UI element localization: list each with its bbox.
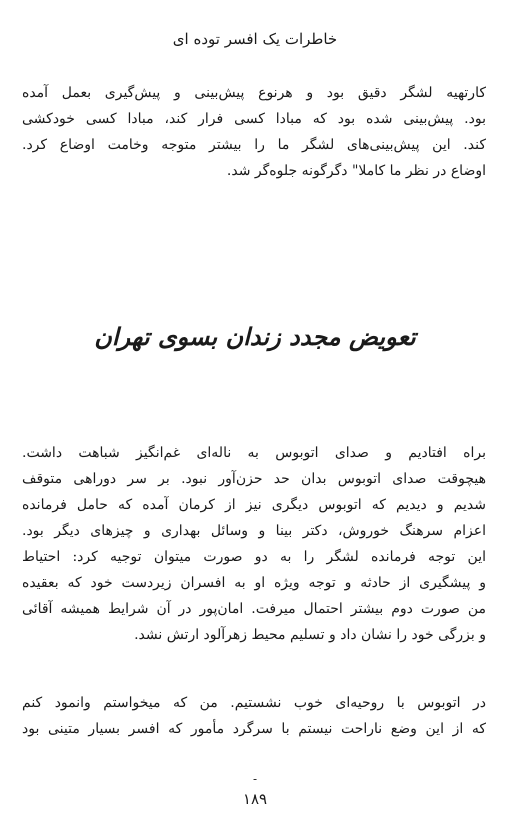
text-line: شدیم و دیدیم که اتوبوس دیگری نیز از کرمان آمده که حامل فرمانده: [22, 497, 486, 513]
page-number: ۱۸۹: [242, 790, 268, 808]
text-line: کند. این پیش‌بینی‌های لشگر ما را بیشتر متوجه وخامت اوضاع کرد.: [22, 137, 486, 153]
chapter-title: تعویض مجدد زندان بسوی تهران: [94, 322, 416, 351]
text-line: هیچوقت صدای اتوبوس بدان حد حزن‌آور نبود. بر سر دوراهی متوقف: [22, 471, 486, 487]
paragraph-2: [22, 440, 486, 648]
paragraph-3: [22, 690, 486, 742]
text-line: براه افتادیم و صدای اتوبوس به ناله‌ای غم‌انگیز شباهت داشت.: [22, 445, 486, 461]
text-line: که از این وضع ناراحت نیستم با سرگرد مأمور که افسر بسیار متینی بود: [22, 721, 486, 737]
running-head: خاطرات یک افسر توده ای: [172, 30, 338, 48]
paragraph-1: [22, 80, 486, 184]
text-line: کارتهیه لشگر دقیق بود و هرنوع پیش‌بینی و پیش‌گیری بعمل آمده: [22, 85, 486, 101]
text-line: و بزرگی خود را نشان داد و تسلیم محیط زهرآلود ارتش نشد.: [134, 627, 486, 643]
text-line: و پیشگیری از حادثه و توجه ویژه او به افسران زیردست خود که بعقیده: [22, 575, 486, 591]
text-line: بود. پیش‌بینی شده بود که مبادا کسی فرار کند، مبادا کسی خودکشی: [22, 111, 486, 127]
text-line: من صورت دوم بیشتر احتمال میرفت. امان‌پور در آن شرایط همیشه آقائی: [22, 601, 486, 617]
text-line: در اتوبوس با روحیه‌ای خوب نشستیم. من که میخواستم وانمود کنم: [22, 695, 486, 711]
text-line: اعزام سرهنگ خوروش، دکتر بینا و وسائل بهداری و چیزهای دیگر بود.: [22, 523, 486, 539]
dash-mark: -: [252, 772, 258, 786]
text-line: این توجه فرمانده لشگر را به دو صورت میتوان توجیه کرد: احتیاط: [22, 549, 486, 565]
text-line: اوضاع در نظر ما کاملا" دگرگونه جلوه‌گر شد.: [226, 163, 486, 179]
